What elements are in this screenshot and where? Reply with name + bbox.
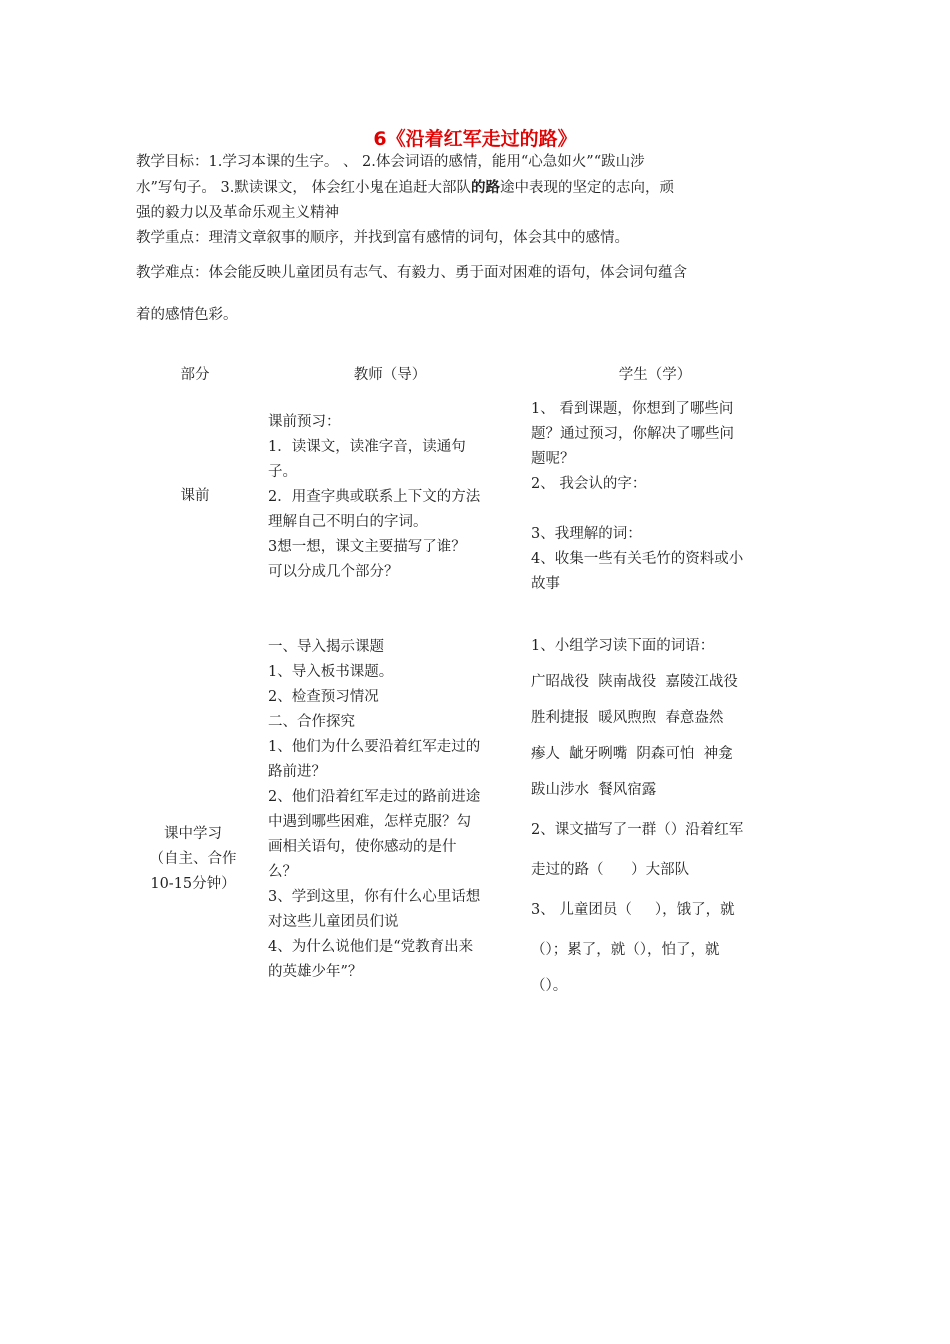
teaching-key-point — [136, 226, 796, 251]
student-line: 1、 看到课题，你想到了哪些问 — [531, 401, 734, 417]
part-label: 课前 — [180, 488, 210, 504]
student-line: 故事 — [531, 576, 560, 592]
student-line: 2、课文描写了一群（）沿着红军 — [531, 822, 744, 838]
teaching-difficulty — [136, 261, 796, 328]
header-student: 学生（学） — [618, 367, 692, 383]
student-line: 瘆人 龇牙咧嘴 阴森可怕 神龛 — [531, 746, 733, 762]
student-line: 4、收集一些有关毛竹的资料或小 — [531, 551, 744, 567]
header-part: 部分 — [180, 367, 210, 383]
teacher-line: 理解自己不明白的字词。 — [268, 514, 428, 530]
student-line: 胜利捷报 暖风煦煦 春意盎然 — [531, 710, 724, 726]
teacher-line: 1．读课文，读准字音，读通句 — [268, 439, 466, 455]
teacher-line: 课前预习： — [268, 414, 341, 430]
objectives-line-2 — [136, 175, 796, 201]
teacher-line: 1、导入板书课题。 — [268, 664, 394, 680]
row-preclass-student — [531, 397, 786, 597]
teacher-line: 画相关语句，使你感动的是什 — [268, 839, 457, 855]
student-line: 3、 儿童团员（ ），饿了，就 — [531, 902, 735, 918]
student-line: 走过的路（ ）大部队 — [531, 862, 690, 878]
student-line: （）；累了，就（），怕了，就 — [531, 942, 720, 958]
objectives-line-2-bold: 的路 — [470, 179, 500, 196]
student-line: 1、小组学习读下面的词语： — [531, 638, 715, 654]
student-line-blank — [531, 497, 786, 522]
objectives-line-2-b: 途中表现的坚定的志向，顽 — [499, 180, 674, 196]
teacher-line: 么？ — [268, 864, 297, 880]
objectives-line-2-a: 水”写句子。 3.默读课文， 体会红小鬼在追赶大部队 — [136, 180, 471, 196]
row-preclass-part — [150, 484, 240, 509]
row-inclass-student — [531, 628, 791, 1004]
teacher-line: 3想一想，课文主要描写了谁？ — [268, 539, 466, 555]
teacher-line: 3、学到这里，你有什么心里话想 — [268, 889, 481, 905]
student-line: 题？通过预习，你解决了哪些问 — [531, 426, 734, 442]
objectives-line-1: 教学目标：1.学习本课的生字。 、 2.体会词语的感情，能用“心急如火”“跋山涉 — [136, 154, 645, 170]
teacher-line: 2．用查字典或联系上下文的方法 — [268, 489, 481, 505]
teacher-line: 子。 — [268, 464, 297, 480]
document-title: 6《沿着红军走过的路》 — [373, 128, 577, 150]
teaching-objectives — [136, 150, 796, 226]
student-line: 2、 我会认的字： — [531, 476, 647, 492]
teacher-line: 路前进？ — [268, 764, 326, 780]
teacher-line: 2、检查预习情况 — [268, 689, 379, 705]
teacher-line: 的英雄少年”？ — [268, 964, 363, 980]
student-line: （）。 — [531, 978, 568, 994]
key-point-text: 教学重点：理清文章叙事的顺序，并找到富有感情的词句，体会其中的感情。 — [136, 230, 629, 246]
student-line: 跋山涉水 餐风宿露 — [531, 782, 657, 798]
teacher-line: 2、他们沿着红军走过的路前进途 — [268, 789, 481, 805]
teacher-line: 二、合作探究 — [268, 714, 355, 730]
header-teacher: 教师（导） — [353, 367, 427, 383]
teacher-line: 中遇到哪些困难，怎样克服？勾 — [268, 814, 471, 830]
teacher-line: 一、导入揭示课题 — [268, 639, 384, 655]
student-line: 3、我理解的词： — [531, 526, 642, 542]
difficulty-line-1: 教学难点：体会能反映儿童团员有志气、有毅力、勇于面对困难的语句，体会词句蕴含 — [136, 265, 687, 281]
teacher-line: 1、他们为什么要沿着红军走过的 — [268, 739, 481, 755]
teacher-line: 对这些儿童团员们说 — [268, 914, 399, 930]
objectives-line-3: 强的毅力以及革命乐观主义精神 — [136, 205, 339, 221]
row-inclass-teacher — [268, 635, 518, 985]
part-label: （自主、合作 — [149, 851, 237, 867]
part-label: 10-15分钟） — [150, 876, 236, 892]
row-inclass-part — [138, 822, 248, 897]
student-line: 广昭战役 陕南战役 嘉陵江战役 — [531, 674, 738, 690]
teacher-line: 可以分成几个部分？ — [268, 564, 399, 580]
row-preclass-teacher — [268, 410, 518, 585]
part-label: 课中学习 — [164, 826, 222, 842]
teacher-line: 4、为什么说他们是“党教育出来 — [268, 939, 474, 955]
difficulty-line-2: 着的感情色彩。 — [136, 307, 238, 323]
student-line: 题呢？ — [531, 451, 575, 467]
